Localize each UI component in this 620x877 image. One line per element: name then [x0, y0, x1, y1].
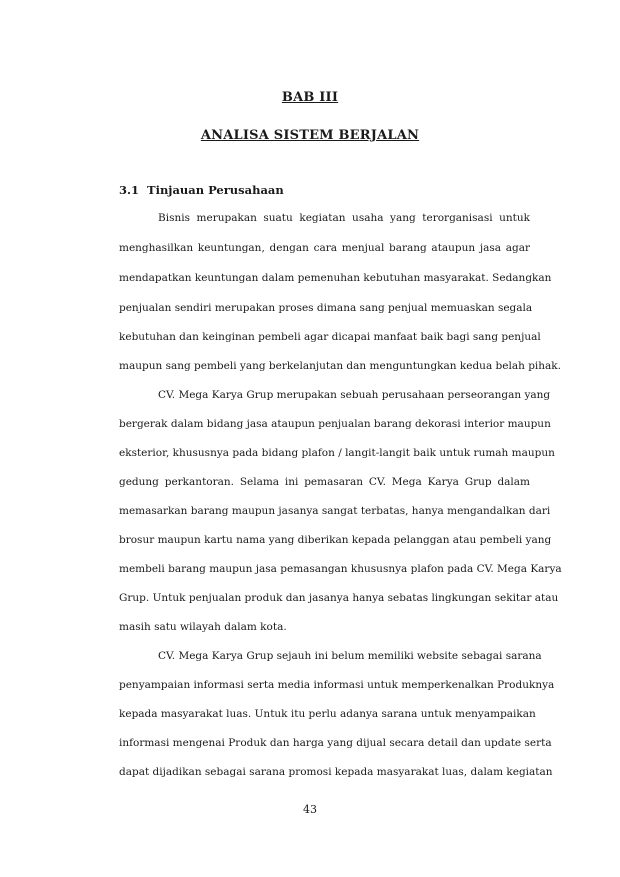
body-line: membeli barang maupun jasa pemasangan khususnya plafon pada CV. Mega Karya: [119, 563, 562, 575]
body-line: memasarkan barang maupun jasanya sangat terbatas, hanya mengandalkan dari: [119, 505, 551, 517]
body-line: penyampaian informasi serta media informasi untuk memperkenalkan Produknya: [119, 679, 555, 691]
chapter-title: BAB III: [281, 90, 339, 105]
body-line: mendapatkan keuntungan dalam pemenuhan kebutuhan masyarakat. Sedangkan: [119, 272, 552, 284]
body-line: kebutuhan dan keinginan pembeli agar dicapai manfaat baik bagi sang penjual: [119, 331, 541, 343]
body-line: menghasilkan keuntungan, dengan cara menjual barang ataupun jasa agar: [119, 242, 530, 254]
body-line: dapat dijadikan sebagai sarana promosi kepada masyarakat luas, dalam kegiatan: [119, 766, 553, 778]
body-line: kepada masyarakat luas. Untuk itu perlu adanya sarana untuk menyampaikan: [119, 708, 536, 720]
body-line: bergerak dalam bidang jasa ataupun penjualan barang dekorasi interior maupun: [119, 418, 551, 430]
section-heading: [119, 183, 284, 197]
chapter-subtitle: ANALISA SISTEM BERJALAN: [200, 128, 420, 143]
page-number: 43: [303, 803, 317, 816]
body-line: Grup. Untuk penjualan produk dan jasanya hanya sebatas lingkungan sekitar atau: [119, 592, 559, 604]
body-line: masih satu wilayah dalam kota.: [119, 621, 287, 633]
section-title: Tinjauan Perusahaan: [147, 183, 284, 197]
body-line: CV. Mega Karya Grup merupakan sebuah perusahaan perseorangan yang: [158, 389, 551, 401]
body-line: brosur maupun kartu nama yang diberikan kepada pelanggan atau pembeli yang: [119, 534, 552, 546]
body-line: eksterior, khususnya pada bidang plafon / langit-langit baik untuk rumah maupun: [119, 447, 555, 459]
body-line: penjualan sendiri merupakan proses dimana sang penjual memuaskan segala: [119, 302, 533, 314]
body-line: maupun sang pembeli yang berkelanjutan dan menguntungkan kedua belah pihak.: [119, 360, 561, 372]
body-line: gedung perkantoran. Selama ini pemasaran CV. Mega Karya Grup dalam: [119, 476, 530, 488]
section-number: 3.1: [119, 183, 140, 197]
body-line: CV. Mega Karya Grup sejauh ini belum memiliki website sebagai sarana: [158, 650, 542, 662]
body-line: Bisnis merupakan suatu kegiatan usaha yang terorganisasi untuk: [158, 212, 530, 224]
body-line: informasi mengenai Produk dan harga yang dijual secara detail dan update serta: [119, 737, 552, 749]
